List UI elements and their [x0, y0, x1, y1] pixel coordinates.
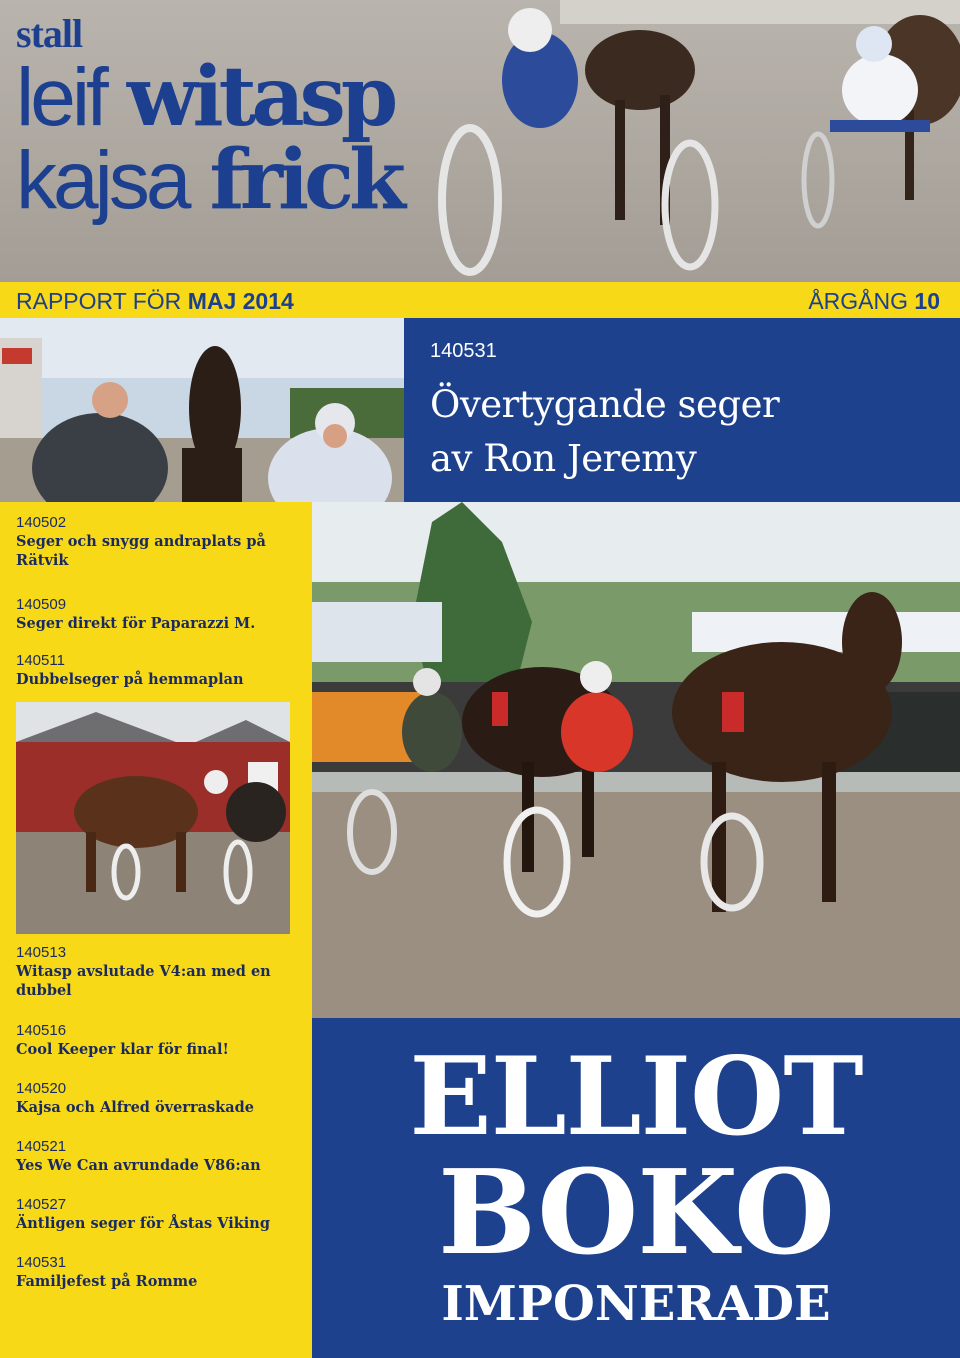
report-period	[16, 288, 294, 315]
news-title: Witasp avslutade V4:an med en dubbel	[16, 963, 271, 999]
news-date: 140511	[16, 652, 65, 669]
headline-box	[404, 318, 960, 502]
news-date: 140509	[16, 596, 67, 613]
feature-box	[312, 1018, 960, 1358]
news-date: 140527	[16, 1196, 67, 1213]
headline-title	[430, 378, 779, 486]
brand-first-name-kajsa: kajsa	[16, 135, 188, 226]
brand-last-name-witasp: witasp	[126, 49, 394, 145]
news-title: Yes We Can avrundade V86:an	[16, 1157, 261, 1174]
brand-title	[16, 11, 401, 228]
volume-label: ÅRGÅNG	[808, 288, 909, 314]
report-prefix: RAPPORT FÖR	[16, 288, 182, 314]
report-bar	[0, 282, 960, 318]
news-title: Dubbelseger på hemmaplan	[16, 671, 244, 688]
news-item[interactable]	[16, 1196, 306, 1233]
masthead-photo	[0, 0, 960, 282]
headline-title-line-1: Övertygande seger	[430, 383, 780, 426]
winner-circle-photo	[0, 318, 404, 502]
news-date: 140502	[16, 514, 67, 531]
news-date: 140516	[16, 1022, 67, 1039]
news-date: 140513	[16, 944, 67, 961]
headline-title-line-2: av Ron Jeremy	[430, 437, 697, 480]
brand-line-leif	[16, 49, 401, 145]
news-item[interactable]	[16, 514, 296, 570]
brand-first-name-leif: leif	[16, 52, 105, 143]
news-date: 140521	[16, 1138, 67, 1155]
news-title: Äntligen seger för Åstas Viking	[16, 1215, 270, 1232]
news-item[interactable]	[16, 1138, 306, 1175]
race-finish-photo	[312, 502, 960, 1018]
news-item[interactable]	[16, 1022, 306, 1059]
double-win-photo	[16, 702, 290, 934]
brand-kicker: stall	[16, 11, 83, 56]
volume	[808, 288, 940, 315]
news-title: Cool Keeper klar för final!	[16, 1041, 229, 1058]
headline-date: 140531	[430, 340, 497, 362]
news-item[interactable]	[16, 652, 296, 689]
feature-title-line-1: ELLIOT	[409, 1034, 863, 1160]
news-item[interactable]	[16, 1254, 306, 1291]
news-item[interactable]	[16, 1080, 306, 1117]
news-title: Familjefest på Romme	[16, 1273, 198, 1290]
news-title: Kajsa och Alfred överraskade	[16, 1099, 254, 1116]
feature-subtitle: IMPONERADE	[441, 1276, 831, 1332]
news-item[interactable]	[16, 944, 298, 1000]
news-title: Seger direkt för Paparazzi M.	[16, 615, 256, 632]
brand-line-kajsa	[16, 132, 401, 228]
brand-last-name-frick: frick	[209, 132, 401, 228]
report-month: MAJ 2014	[187, 288, 294, 314]
news-date: 140531	[16, 1254, 67, 1271]
volume-number: 10	[914, 288, 940, 314]
news-title: Seger och snygg andraplats på Rätvik	[16, 533, 266, 569]
news-item[interactable]	[16, 596, 296, 633]
feature-title-line-2: BOKO	[438, 1145, 834, 1281]
news-date: 140520	[16, 1080, 67, 1097]
